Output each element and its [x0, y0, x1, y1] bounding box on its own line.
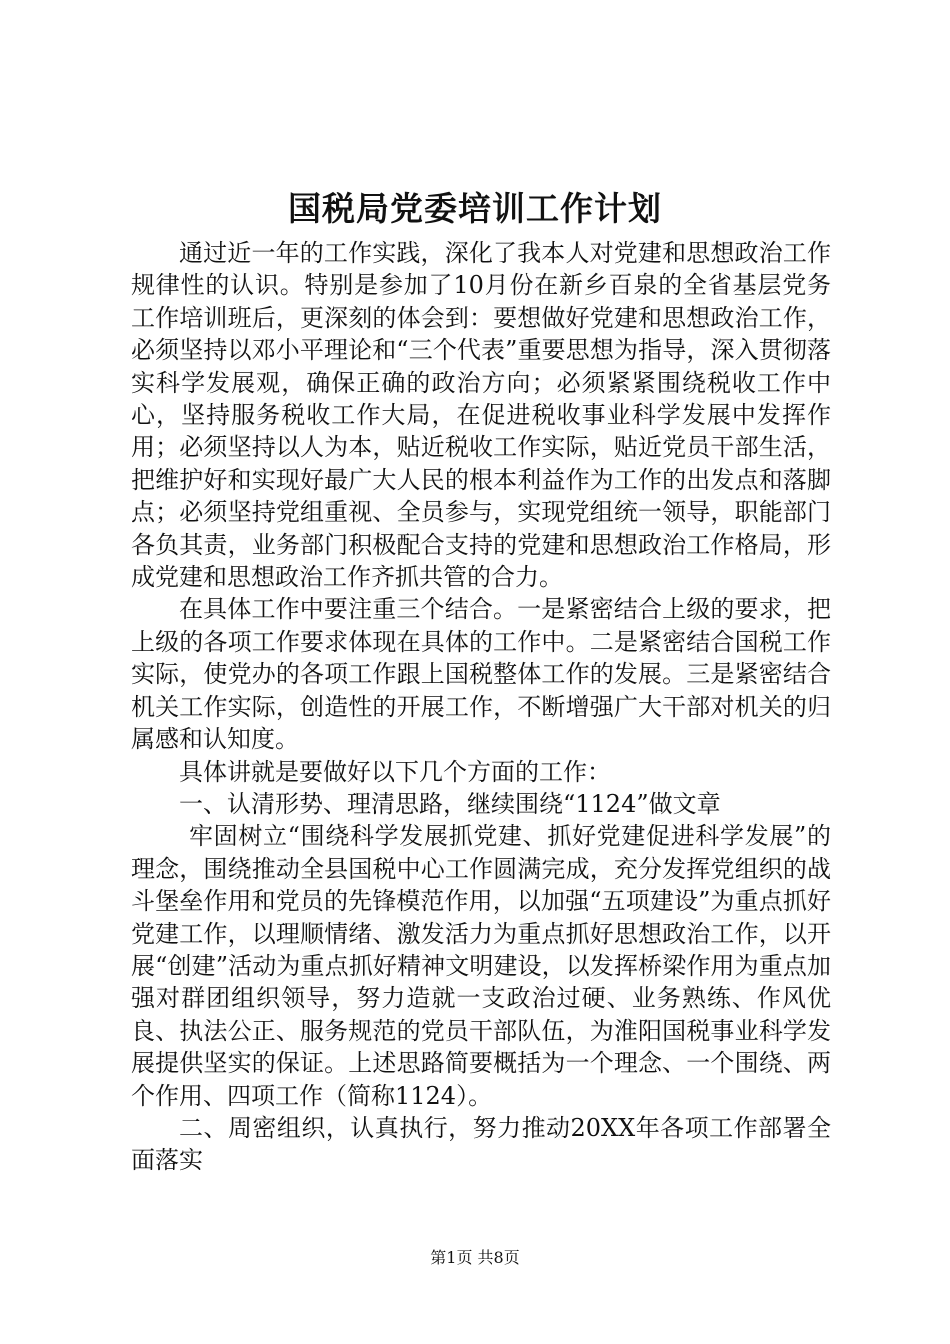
paragraph-concept: 牢固树立“围绕科学发展抓党建、抓好党建促进科学发展”的理念，围绕推动全县国税中心工作圆满完成，充分发挥党组织的战斗堡垒作用和党员的先锋模范作用，以加强“五项建设”为重点抓好党建工作，以理顺情绪、激发活力为重点抓好思想政治工作，以开展“创建”活动为重点抓好精神文明建设，以发挥桥梁作用为重点加强对群团组织领导，努力造就一支政治过硬、业务熟练、作风优良、执法公正、服务规范的党员干部队伍，为淮阳国税事业科学发展提供坚实的保证。上述思路简要概括为一个理念、一个围绕、两个作用、四项工作（简称1124）。: [131, 822, 831, 1110]
document-title: 国税局党委培训工作计划: [288, 189, 662, 228]
paragraph-three-combinations: 在具体工作中要注重三个结合。一是紧密结合上级的要求，把上级的各项工作要求体现在具体的工作中。二是紧密结合国税工作实际，使党办的各项工作跟上国税整体工作的发展。三是紧密结合机关工作实际，创造性的开展工作，不断增强广大干部对机关的归属感和认知度。: [131, 595, 831, 754]
section-heading-two: 二、周密组织，认真执行，努力推动20XX年各项工作部署全面落实: [131, 1113, 831, 1175]
paragraph-intro: 通过近一年的工作实践，深化了我本人对党建和思想政治工作规律性的认识。特别是参加了10月份在新乡百泉的全省基层党务工作培训班后，更深刻的体会到：要想做好党建和思想政治工作，必须坚持以邓小平理论和“三个代表”重要思想为指导，深入贯彻落实科学发展观，确保正确的政治方向；必须紧紧围绕税收工作中心，坚持服务税收工作大局，在促进税收事业科学发展中发挥作用；必须坚持以人为本，贴近税收工作实际，贴近党员干部生活，把维护好和实现好最广大人民的根本利益作为工作的出发点和落脚点；必须坚持党组重视、全员参与，实现党组统一领导，职能部门各负其责，业务部门积极配合支持的党建和思想政治工作格局，形成党建和思想政治工作齐抓共管的合力。: [131, 239, 831, 592]
document-body: [131, 237, 831, 1177]
paragraph-specific-work: 具体讲就是要做好以下几个方面的工作：: [179, 757, 611, 786]
page-number-footer: 第1页 共8页: [430, 1248, 520, 1267]
section-heading-one: 一、认清形势、理清思路，继续围绕“1124”做文章: [179, 789, 721, 818]
